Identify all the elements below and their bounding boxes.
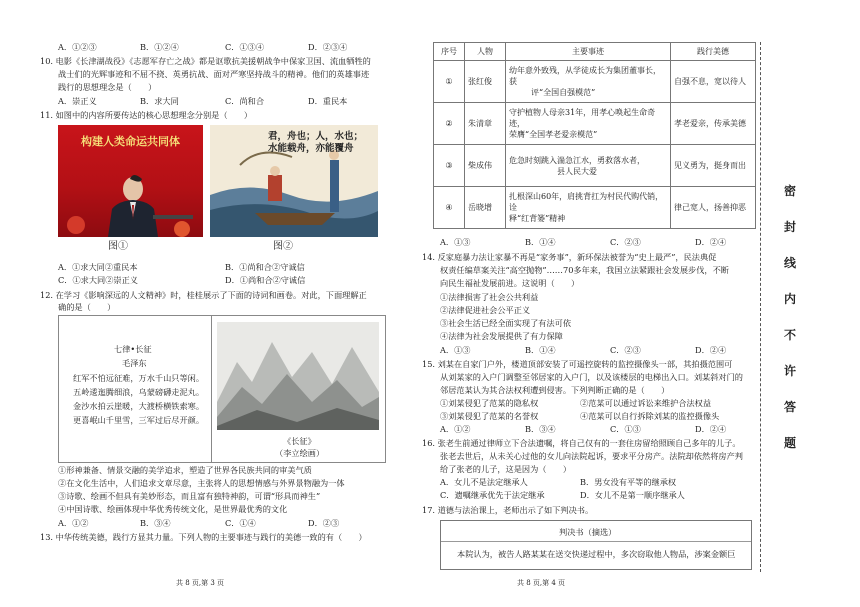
q16-option-c: C．遗嘱继承优先于法定继承 <box>440 490 545 500</box>
judgment-box <box>440 520 752 570</box>
q13-line: 13. 中华传统美德，践行方显其力量。下列人物的主要事迹与践行的美德一致的有（ ） <box>40 532 367 542</box>
seal-char: 封 <box>784 220 797 234</box>
q15-option-a: A．①② <box>440 424 471 434</box>
q14-option-a: A．①③ <box>440 345 471 355</box>
q16-option-d: D．女儿不是第一顺序继承人 <box>580 490 685 500</box>
q9-option-a: A．①②③ <box>58 42 97 52</box>
person-name: 张红俊 <box>465 61 506 103</box>
q12-option-a: A．①② <box>58 518 89 528</box>
q14-option-b: B．①④ <box>525 345 556 355</box>
table-row <box>434 61 756 103</box>
image-boat-water <box>210 125 378 237</box>
seal-char: 许 <box>784 364 797 378</box>
q14-statement-4: ④法律为社会发展提供了有力保障 <box>440 331 563 341</box>
table-row <box>434 187 756 229</box>
row-number: ② <box>434 103 465 145</box>
q10-option-a: A．崇正义 <box>58 96 97 106</box>
deed-line: 幼年意外致残，从学徒成长为集团董事长，获 <box>509 66 661 86</box>
judgment-text: 本院认为，被告人路某某在送交快递过程中，多次窃取他人物品，涉案金额巨 <box>457 549 736 559</box>
q10-line-3: 践行的思想理念是（ ） <box>58 82 157 92</box>
poem-line-1: 红军不怕远征难，万水千山只等闲。 <box>73 373 205 383</box>
row-number: ③ <box>434 145 465 187</box>
q12-statement-1: ①形神兼备、情景交融的美学追求，塑造了世界各民族共同的审美气质 <box>58 465 312 475</box>
q10-line-1: 10. 电影《长津湖战役》《志愿军存亡之战》都是讴歌抗美援朝战争中保家卫国、流血牺牲的 <box>40 56 371 66</box>
q15-option-c: C．①③ <box>610 424 641 434</box>
table-header-row <box>434 43 756 61</box>
row-number: ① <box>434 61 465 103</box>
q10-line-2: 战士们的光辉事迹和不屈不挠、英勇抗战、面对严寒坚持战斗的精神。他们的英雄事迹 <box>58 69 370 79</box>
judgment-divider <box>441 541 751 542</box>
table-row <box>434 103 756 145</box>
poem-author: 毛泽东 <box>122 358 147 368</box>
q12-statement-4: ④中国诗歌、绘画体现中华优秀传统文化，是世界最优秀的文化 <box>58 504 288 514</box>
q9-option-d: D．②③④ <box>308 42 348 52</box>
q10-option-d: D．重民本 <box>308 96 348 106</box>
image-banner-text: 构建人类命运共同体 <box>81 135 180 148</box>
mountain-landscape-illustration <box>217 322 379 430</box>
deed-cell <box>506 187 671 229</box>
q17-line: 17. 道德与法治课上，老师出示了如下判决书。 <box>422 505 594 515</box>
deed-cell <box>506 145 671 187</box>
right-page-footer: 共 8 页,第 4 页 <box>517 579 566 587</box>
deed-line: 县人民大爱 <box>557 166 597 176</box>
deed-cell <box>506 61 671 103</box>
q16-line-1: 16. 张老生前通过律师立下合法遗嘱，将自己仅有的一套住房留给照顾自己多年的儿子。 <box>422 438 741 448</box>
q13-option-b: B．①④ <box>525 237 556 247</box>
q14-statement-1: ①法律损害了社会公共利益 <box>440 292 539 302</box>
deed-line: 扎根深山60年，肩挑背扛为村民代购代销，诠 <box>509 192 664 212</box>
q14-statement-3: ③社会生活已经全面实现了有法可依 <box>440 318 572 328</box>
deed-line: 守护植物人母亲31年，用孝心唤起生命奇迹， <box>509 108 656 128</box>
poem-line-4: 更喜岷山千里雪，三军过后尽开颜。 <box>73 415 205 425</box>
q10-option-c: C．尚和合 <box>225 96 265 106</box>
table-row <box>434 145 756 187</box>
q15-statement-4: ④范某可以自行拆除刘某的监控摄像头 <box>580 411 720 421</box>
table-header: 序号 <box>434 43 465 61</box>
long-march-painting <box>217 322 379 430</box>
q11-option-a: A．①求大同②重民本 <box>58 262 138 272</box>
q14-option-d: D．②④ <box>695 345 727 355</box>
deed-line: 评“全国自强模范” <box>531 88 596 97</box>
q16-option-b: B．男女没有平等的继承权 <box>580 477 677 487</box>
q12-statement-3: ③诗歌、绘画不但具有美妙形态，而且富有独特神韵，可谓“形具而神生” <box>58 491 321 501</box>
q12-statement-2: ②在文化生活中，人们追求文章尽意，主张将人的思想情感与外界景物融为一体 <box>58 478 345 488</box>
seal-char: 题 <box>784 436 797 450</box>
image-caption-2: 水能载舟，亦能覆舟 <box>268 143 354 154</box>
speaker-figure-illustration <box>58 125 203 237</box>
q13-option-c: C．②③ <box>610 237 641 247</box>
seal-char: 内 <box>784 292 797 306</box>
painting-caption-title: 《长征》 <box>283 436 316 446</box>
row-number: ④ <box>434 187 465 229</box>
person-name: 岳晓增 <box>465 187 506 229</box>
person-name: 柴成伟 <box>465 145 506 187</box>
deed-line: 荣膺“全国孝老爱亲模范” <box>509 130 598 139</box>
seal-char: 线 <box>784 256 797 270</box>
poem-painting-box <box>58 315 386 463</box>
q12-line-1: 12. 在学习《影响深远的人文精神》时，桂桂展示了下面的诗词和画卷。对此，下面理解正 <box>40 290 367 300</box>
q14-line-2: 权责任编草案关注“高空抛物”……70多年来，我国立法紧跟社会发展步伐，不断 <box>440 265 729 275</box>
q14-line-1: 14. 反家庭暴力法让家暴不再是“家务事”，新环保法被誉为“史上最严”，民法典促 <box>422 252 717 262</box>
box-divider <box>211 316 212 462</box>
left-page-footer: 共 8 页,第 3 页 <box>176 579 225 587</box>
q12-option-d: D．②③ <box>308 518 340 528</box>
q12-line-2: 确的是（ ） <box>58 302 116 312</box>
q11-option-c: C．①求大同②崇正义 <box>58 275 138 285</box>
q9-option-c: C．①③④ <box>225 42 265 52</box>
judgment-title: 判决书（摘选） <box>559 527 617 537</box>
table-header: 践行美德 <box>671 43 756 61</box>
q15-option-b: B．③④ <box>525 424 556 434</box>
q16-option-a: A．女儿不是法定继承人 <box>440 477 528 487</box>
image-community-of-shared-future <box>58 125 203 237</box>
q15-line-3: 邻居范某认为其合法权利遭到侵害。下列判断正确的是（ ） <box>440 385 670 395</box>
seal-char: 答 <box>784 400 797 414</box>
q9-option-b: B．①②④ <box>140 42 179 52</box>
deed-line: 危急时刻跳入湍急江水，勇救落水者， <box>509 155 645 165</box>
q14-statement-2: ②法律促进社会公平正义 <box>440 305 531 315</box>
q14-option-c: C．②③ <box>610 345 641 355</box>
poem-line-3: 金沙水拍云崖暖，大渡桥横铁索寒。 <box>73 401 205 411</box>
poem-line-2: 五岭逶迤腾细浪，乌蒙磅礴走泥丸。 <box>73 387 205 397</box>
virtue-cell: 自强不息，宽以待人 <box>671 61 756 103</box>
q12-option-c: C．①④ <box>225 518 256 528</box>
image-2-label: 图② <box>273 241 293 252</box>
table-header: 主要事迹 <box>506 43 671 61</box>
q15-statement-1: ①刘某侵犯了范某的隐私权 <box>440 398 539 408</box>
q10-option-b: B．求大同 <box>140 96 179 106</box>
q12-option-b: B．③④ <box>140 518 171 528</box>
seal-dashed-line <box>760 42 761 572</box>
q11-option-d: D．①尚和合②守诚信 <box>225 275 306 285</box>
q11-line: 11. 如图中的内容所要传达的核心思想理念分别是（ ） <box>40 110 253 120</box>
q16-line-3: 给了张老的儿子，这是因为（ ） <box>440 464 572 474</box>
seal-char: 密 <box>784 184 797 198</box>
virtue-cell: 见义勇为，挺身而出 <box>671 145 756 187</box>
person-name: 朱清章 <box>465 103 506 145</box>
virtue-table <box>433 42 756 229</box>
virtue-cell: 孝老爱亲，传承美德 <box>671 103 756 145</box>
image-1-label: 图① <box>108 241 128 252</box>
q16-line-2: 张老去世后，从未关心过他的女儿向法院起诉，要求平分房产。法院却依然将房产判 <box>440 451 743 461</box>
seal-char: 不 <box>784 328 797 342</box>
virtue-cell: 律己宽人，扬善抑恶 <box>671 187 756 229</box>
q11-option-b: B．①尚和合②守诚信 <box>225 262 305 272</box>
q15-line-2: 从刘某家的入户门调整至邻居家的入户门，以及该楼层的电梯出入口。刘某斜对门的 <box>440 372 743 382</box>
deed-line: 释“红背篓”精神 <box>509 214 566 223</box>
painting-caption-artist: （李立绘画） <box>275 448 325 458</box>
q15-line-1: 15. 刘某在自家门户外，楼道顶部安装了可遥控旋转的监控摄像头一部，其拍摄范围可 <box>422 359 733 369</box>
q13-option-a: A．①③ <box>440 237 471 247</box>
deed-cell <box>506 103 671 145</box>
image-caption-1: 君，舟也；人，水也； <box>268 131 364 142</box>
poem-title: 七律•长征 <box>114 344 152 354</box>
table-header: 人物 <box>465 43 506 61</box>
q14-line-3: 向民生福祉发展前进。这说明（ ） <box>440 278 580 288</box>
q15-option-d: D．②④ <box>695 424 727 434</box>
q15-statement-2: ②范某可以通过诉讼来维护合法权益 <box>580 398 712 408</box>
q15-statement-3: ③刘某侵犯了范某的名誉权 <box>440 411 539 421</box>
q13-option-d: D．②④ <box>695 237 727 247</box>
